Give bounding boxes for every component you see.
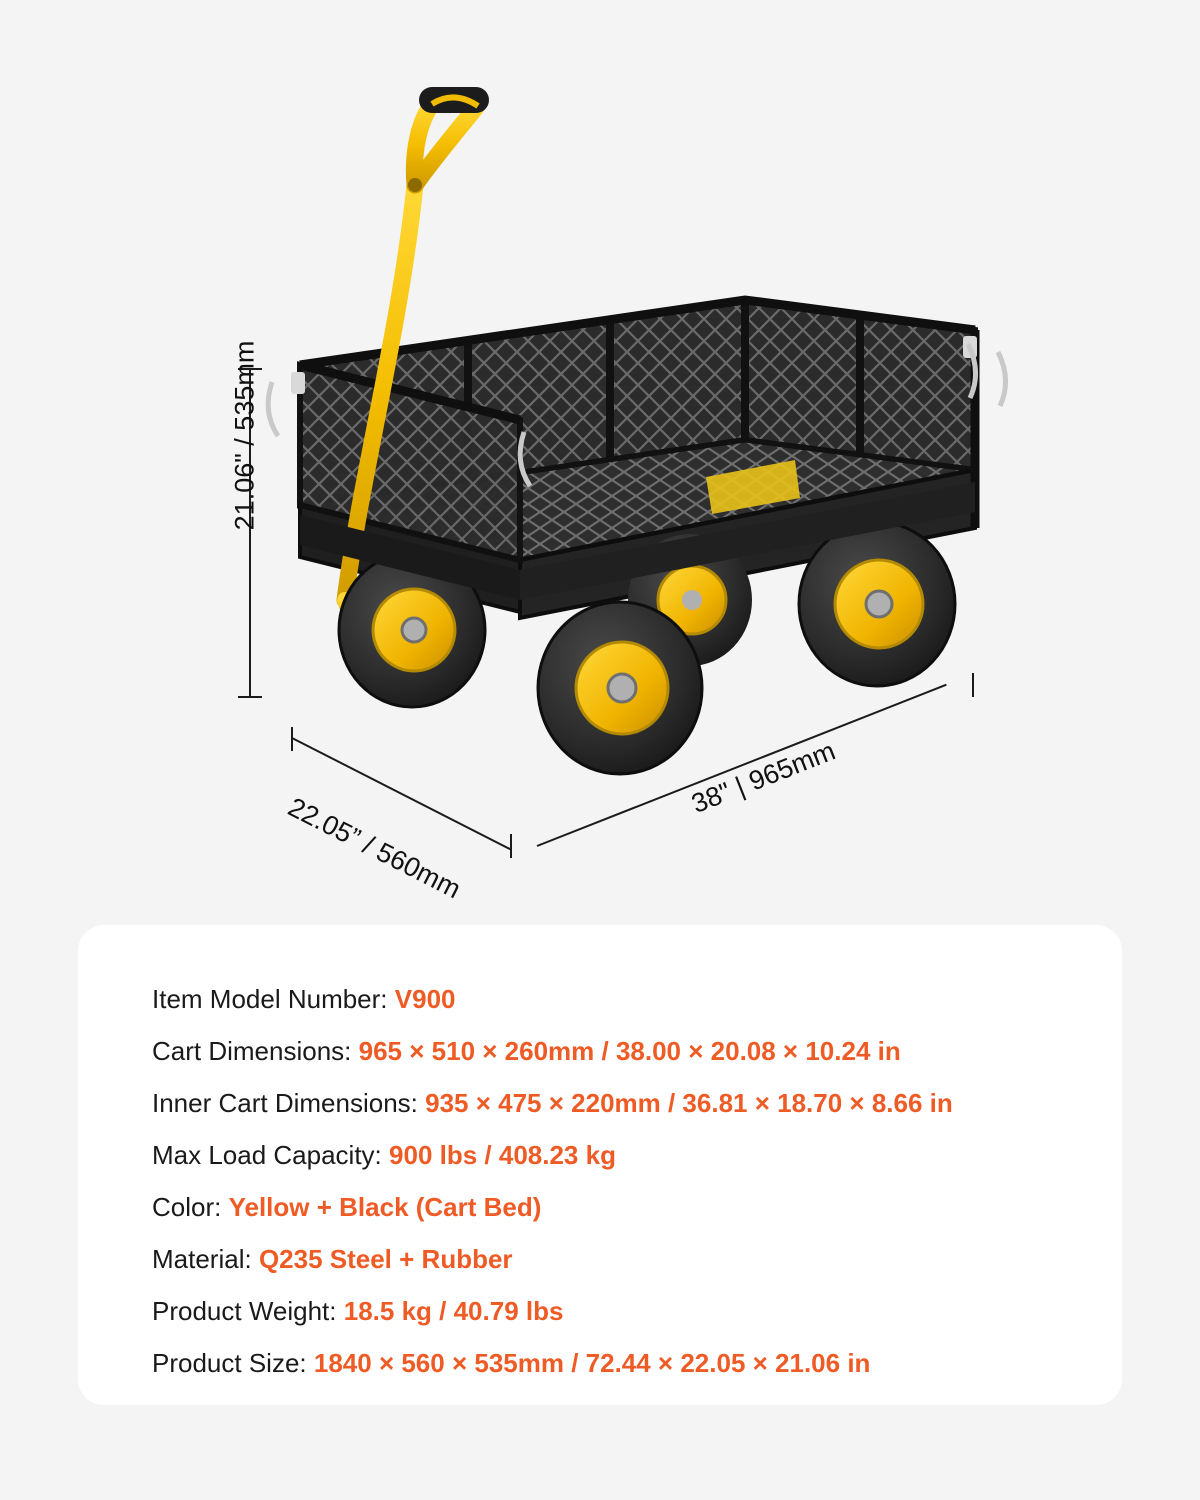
spec-label: Item Model Number:	[152, 984, 388, 1014]
spec-label: Product Size:	[152, 1348, 307, 1378]
length-dimension-label: 38" | 965mm	[687, 735, 840, 819]
spec-value: 965 × 510 × 260mm / 38.00 × 20.08 × 10.24 in	[358, 1036, 901, 1066]
spec-label: Inner Cart Dimensions:	[152, 1088, 418, 1118]
spec-label: Color:	[152, 1192, 222, 1222]
spec-label: Max Load Capacity:	[152, 1140, 382, 1170]
specification-card	[78, 925, 1122, 1405]
spec-row	[152, 1285, 1122, 1337]
spec-value: 1840 × 560 × 535mm / 72.44 × 22.05 × 21.06 in	[313, 1348, 871, 1378]
spec-row	[152, 973, 1122, 1025]
spec-row	[152, 1337, 1122, 1389]
spec-value: Yellow + Black (Cart Bed)	[228, 1192, 542, 1222]
spec-row	[152, 1025, 1122, 1077]
spec-value: V900	[394, 984, 456, 1014]
spec-label: Material:	[152, 1244, 252, 1274]
spec-value: 935 × 475 × 220mm / 36.81 × 18.70 × 8.66 in	[425, 1088, 953, 1118]
spec-value: 18.5 kg / 40.79 lbs	[343, 1296, 564, 1326]
spec-label: Product Weight:	[152, 1296, 337, 1326]
wheel-rear-right	[799, 522, 955, 686]
height-dimension-label: 21.06" / 535mm	[229, 340, 260, 531]
spec-value: Q235 Steel + Rubber	[258, 1244, 513, 1274]
depth-dimension-cap-right	[510, 834, 512, 858]
length-dimension-cap-right	[972, 673, 974, 697]
spec-row	[152, 1129, 1122, 1181]
spec-row	[152, 1181, 1122, 1233]
spec-value: 900 lbs / 408.23 kg	[389, 1140, 616, 1170]
depth-dimension-cap-left	[291, 727, 293, 751]
spec-label: Cart Dimensions:	[152, 1036, 352, 1066]
spec-row	[152, 1233, 1122, 1285]
wheel-front-near	[538, 602, 702, 774]
spec-row	[152, 1077, 1122, 1129]
depth-dimension-label: 22.05” / 560mm	[283, 791, 466, 905]
height-dimension-cap-bottom	[238, 696, 262, 698]
